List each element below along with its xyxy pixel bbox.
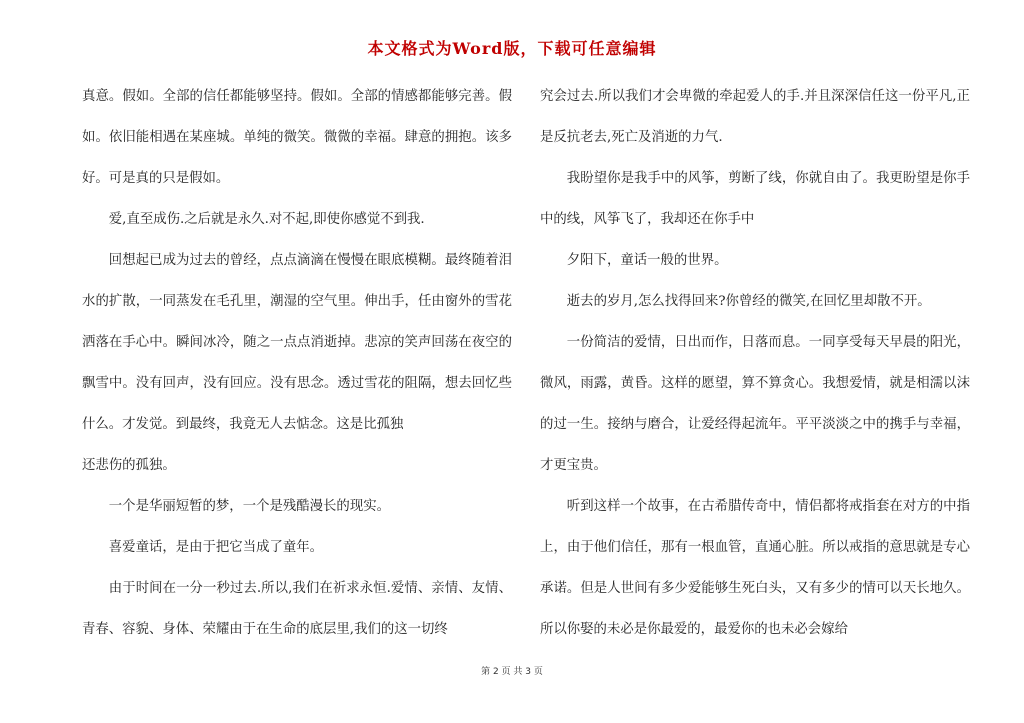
paragraph: 真意。假如。全部的信任都能够坚持。假如。全部的情感都能够完善。假如。依旧能相遇在某座城。单纯的微笑。微微的幸福。肆意的拥抱。该多好。可是真的只是假如。 bbox=[82, 89, 512, 186]
paragraph: 一份简洁的爱情，日出而作，日落而息。一同享受每天早晨的阳光，微风，雨露，黄昏。这样的愿望，算不算贪心。我想爱情，就是相濡以沫的过一生。接纳与磨合，让爱经得起流年。平平淡淡之中的携手与幸福，才更宝贵。 bbox=[540, 335, 970, 473]
paragraph: 回想起已成为过去的曾经，点点滴滴在慢慢在眼底模糊。最终随着泪水的扩散，一同蒸发在毛孔里，潮湿的空气里。伸出手，任由窗外的雪花洒落在手心中。瞬间冰冷，随之一点点消逝掉。悲凉的笑声回荡在夜空的飘雪中。没有回声，没有回应。没有思念。透过雪花的阻隔，想去回忆些什么。才发觉。到最终，我竟无人去惦念。这是比孤独 bbox=[82, 253, 512, 432]
paragraph: 还悲伤的孤独。 bbox=[82, 458, 176, 473]
paragraph: 我盼望你是我手中的风筝，剪断了线，你就自由了。我更盼望是你手中的线，风筝飞了，我却还在你手中 bbox=[540, 171, 970, 227]
paragraph: 听到这样一个故事，在古希腊传奇中，情侣都将戒指套在对方的中指上，由于他们信任，那有一根血管，直通心脏。所以戒指的意思就是专心承诺。但是人世间有多少爱能够生死白头，又有多少的情可以天长地久。所以你娶的未必是你最爱的，最爱你的也未必会嫁给 bbox=[540, 499, 970, 637]
paragraph: 一个是华丽短暂的梦，一个是残酷漫长的现实。 bbox=[108, 499, 390, 514]
paragraph: 由于时间在一分一秒过去.所以,我们在祈求永恒.爱情、亲情、友情、青春、容貌、身体、荣耀由于在生命的底层里,我们的这一切终 bbox=[82, 581, 512, 637]
paragraph: 逝去的岁月,怎么找得回来?你曾经的微笑,在回忆里却散不开。 bbox=[566, 294, 931, 309]
paragraph: 喜爱童话，是由于把它当成了童年。 bbox=[108, 540, 324, 555]
paragraph: 夕阳下，童话一般的世界。 bbox=[566, 253, 728, 268]
right-text-column bbox=[540, 76, 970, 650]
document-header-title: 本文格式为Word版，下载可任意编辑 bbox=[367, 39, 657, 58]
left-text-column bbox=[82, 76, 512, 650]
paragraph: 爱,直至成伤.之后就是永久.对不起,即使你感觉不到我. bbox=[108, 212, 425, 227]
paragraph: 究会过去.所以我们才会卑微的牵起爱人的手.并且深深信任这一份平凡,正是反抗老去,死亡及消逝的力气. bbox=[540, 89, 970, 145]
page-number-footer: 第 2 页 共 3 页 bbox=[481, 667, 543, 677]
